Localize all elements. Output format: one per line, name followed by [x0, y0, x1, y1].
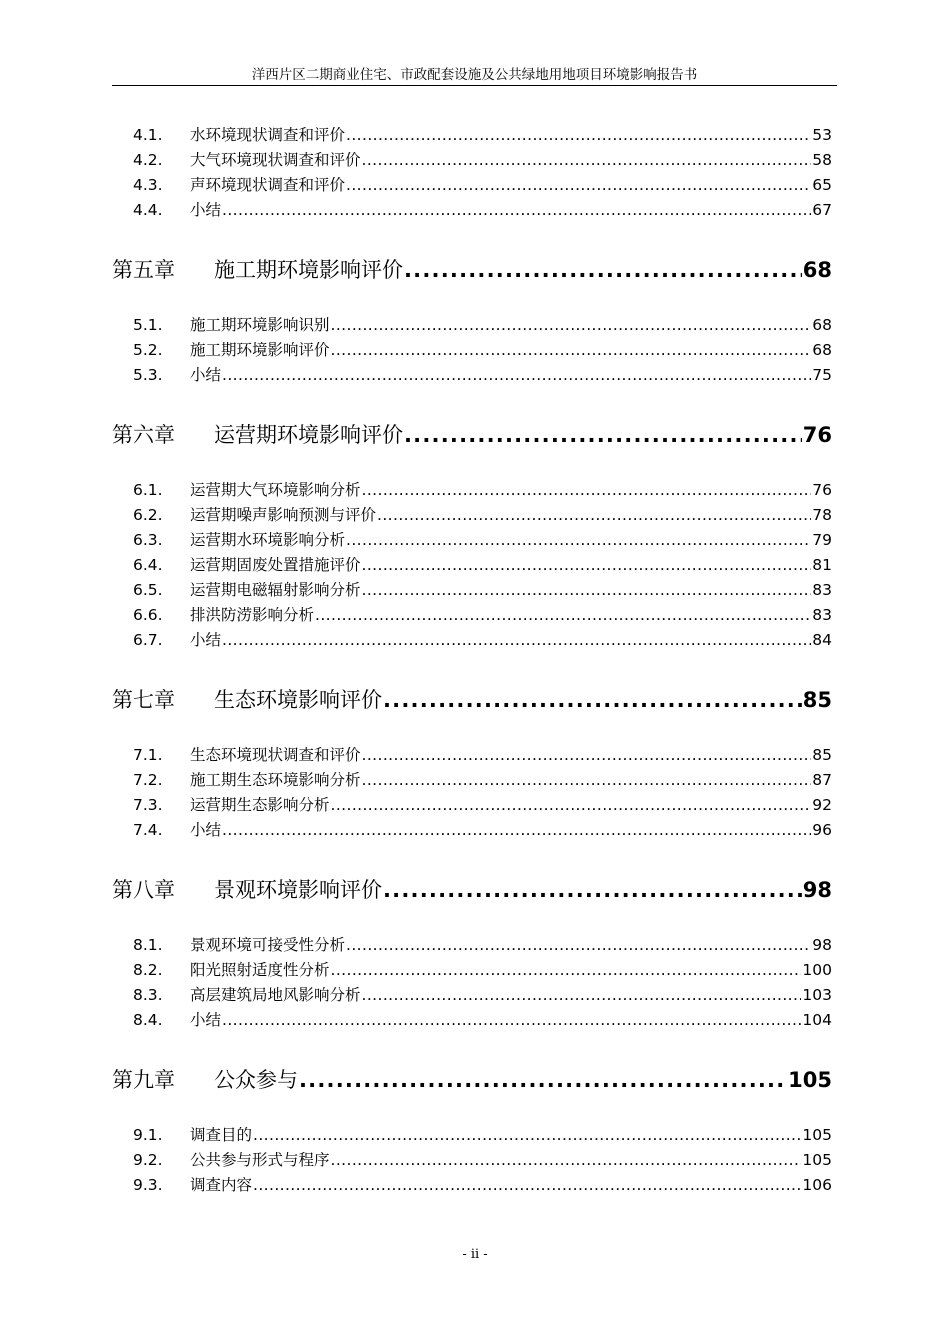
- entry-number: 4.3.: [133, 176, 163, 194]
- dot-leader: [362, 580, 812, 600]
- entry-page-number: 75: [812, 366, 832, 384]
- dot-leader: [331, 340, 812, 360]
- chapter-page-number: 85: [802, 688, 832, 712]
- dot-leader: [253, 1175, 801, 1195]
- chapter-title: 公众参与: [214, 1068, 298, 1092]
- toc-entry[interactable]: [112, 315, 832, 335]
- entry-title: 高层建筑局地风影响分析: [190, 986, 361, 1004]
- dot-leader: [222, 365, 811, 385]
- toc-entry[interactable]: [112, 985, 832, 1005]
- toc-entry[interactable]: [112, 505, 832, 525]
- dot-leader: [315, 605, 811, 625]
- entry-title: 公共参与形式与程序: [190, 1151, 330, 1169]
- entry-page-number: 85: [812, 746, 832, 764]
- dot-leader: [377, 505, 811, 525]
- dot-leader: [346, 530, 811, 550]
- entry-title: 排洪防涝影响分析: [190, 606, 315, 624]
- toc-entry[interactable]: [112, 1010, 832, 1030]
- entry-number: 6.4.: [133, 556, 163, 574]
- entry-page-number: 76: [812, 481, 832, 499]
- entry-page-number: 100: [802, 961, 832, 979]
- entry-number: 6.6.: [133, 606, 163, 624]
- toc-entry[interactable]: [112, 530, 832, 550]
- entry-number: 9.2.: [133, 1151, 163, 1169]
- dot-leader: [404, 256, 802, 284]
- entry-number: 9.1.: [133, 1126, 163, 1144]
- toc-chapter[interactable]: [112, 256, 832, 284]
- entry-page-number: 106: [802, 1176, 832, 1194]
- running-header: 洋西片区二期商业住宅、市政配套设施及公共绿地用地项目环境影响报告书: [251, 67, 698, 83]
- entry-title: 小结: [190, 821, 222, 839]
- toc-entry[interactable]: [112, 150, 832, 170]
- dot-leader: [383, 686, 802, 714]
- toc-entry[interactable]: [112, 770, 832, 790]
- toc-entry[interactable]: [112, 365, 832, 385]
- entry-page-number: 81: [812, 556, 832, 574]
- toc-entry[interactable]: [112, 745, 832, 765]
- entry-number: 5.2.: [133, 341, 163, 359]
- dot-leader: [331, 795, 812, 815]
- dot-leader: [362, 555, 812, 575]
- entry-page-number: 79: [812, 531, 832, 549]
- toc-entry[interactable]: [112, 820, 832, 840]
- toc-entry[interactable]: [112, 175, 832, 195]
- entry-title: 运营期噪声影响预测与评价: [190, 506, 377, 524]
- chapter-number: 第六章: [112, 423, 175, 447]
- entry-number: 6.1.: [133, 481, 163, 499]
- entry-number: 5.1.: [133, 316, 163, 334]
- dot-leader: [222, 820, 811, 840]
- entry-number: 6.3.: [133, 531, 163, 549]
- entry-number: 8.1.: [133, 936, 163, 954]
- entry-title: 小结: [190, 201, 222, 219]
- entry-number: 6.2.: [133, 506, 163, 524]
- toc-entry[interactable]: [112, 1175, 832, 1195]
- chapter-page-number: 105: [788, 1068, 832, 1092]
- entry-page-number: 53: [812, 126, 832, 144]
- entry-page-number: 67: [812, 201, 832, 219]
- entry-title: 运营期水环境影响分析: [190, 531, 346, 549]
- dot-leader: [222, 1010, 801, 1030]
- dot-leader: [253, 1125, 801, 1145]
- entry-page-number: 98: [812, 936, 832, 954]
- entry-number: 7.1.: [133, 746, 163, 764]
- toc-chapter[interactable]: [112, 1066, 832, 1094]
- dot-leader: [404, 421, 802, 449]
- toc-entry[interactable]: [112, 630, 832, 650]
- entry-title: 声环境现状调查和评价: [190, 176, 346, 194]
- entry-page-number: 68: [812, 316, 832, 334]
- dot-leader: [383, 876, 802, 904]
- entry-number: 7.4.: [133, 821, 163, 839]
- entry-number: 6.7.: [133, 631, 163, 649]
- entry-page-number: 83: [812, 606, 832, 624]
- entry-title: 阳光照射适度性分析: [190, 961, 330, 979]
- entry-page-number: 68: [812, 341, 832, 359]
- entry-number: 8.2.: [133, 961, 163, 979]
- entry-title: 施工期环境影响评价: [190, 341, 330, 359]
- entry-title: 施工期生态环境影响分析: [190, 771, 361, 789]
- chapter-number: 第七章: [112, 688, 175, 712]
- entry-page-number: 84: [812, 631, 832, 649]
- dot-leader: [346, 125, 811, 145]
- dot-leader: [222, 630, 811, 650]
- header-rule: [112, 85, 837, 86]
- entry-number: 8.4.: [133, 1011, 163, 1029]
- entry-title: 运营期大气环境影响分析: [190, 481, 361, 499]
- toc-entry[interactable]: [112, 935, 832, 955]
- entry-page-number: 103: [802, 986, 832, 1004]
- entry-page-number: 104: [802, 1011, 832, 1029]
- chapter-title: 运营期环境影响评价: [214, 423, 403, 447]
- entry-number: 8.3.: [133, 986, 163, 1004]
- chapter-page-number: 68: [802, 258, 832, 282]
- entry-page-number: 65: [812, 176, 832, 194]
- dot-leader: [331, 1150, 802, 1170]
- entry-page-number: 58: [812, 151, 832, 169]
- entry-title: 小结: [190, 631, 222, 649]
- chapter-title: 景观环境影响评价: [214, 878, 382, 902]
- entry-title: 生态环境现状调查和评价: [190, 746, 361, 764]
- dot-leader: [362, 770, 812, 790]
- entry-page-number: 105: [802, 1151, 832, 1169]
- dot-leader: [362, 985, 802, 1005]
- toc-entry[interactable]: [112, 605, 832, 625]
- entry-number: 9.3.: [133, 1176, 163, 1194]
- toc-entry[interactable]: [112, 340, 832, 360]
- dot-leader: [362, 150, 812, 170]
- dot-leader: [362, 480, 812, 500]
- dot-leader: [331, 315, 812, 335]
- toc-entry[interactable]: [112, 580, 832, 600]
- entry-title: 运营期固废处置措施评价: [190, 556, 361, 574]
- entry-number: 4.2.: [133, 151, 163, 169]
- entry-title: 施工期环境影响识别: [190, 316, 330, 334]
- dot-leader: [346, 935, 811, 955]
- entry-number: 4.1.: [133, 126, 163, 144]
- dot-leader: [346, 175, 811, 195]
- toc-entry[interactable]: [112, 1125, 832, 1145]
- toc-entry[interactable]: [112, 795, 832, 815]
- entry-title: 小结: [190, 1011, 222, 1029]
- entry-page-number: 83: [812, 581, 832, 599]
- entry-page-number: 96: [812, 821, 832, 839]
- dot-leader: [362, 745, 812, 765]
- toc-chapter[interactable]: [112, 876, 832, 904]
- entry-page-number: 105: [802, 1126, 832, 1144]
- toc-entry[interactable]: [112, 200, 832, 220]
- entry-page-number: 92: [812, 796, 832, 814]
- toc-entry[interactable]: [112, 480, 832, 500]
- page-number: - ii -: [462, 1247, 488, 1262]
- chapter-title: 生态环境影响评价: [214, 688, 382, 712]
- entry-number: 5.3.: [133, 366, 163, 384]
- chapter-number: 第八章: [112, 878, 175, 902]
- chapter-title: 施工期环境影响评价: [214, 258, 403, 282]
- entry-number: 6.5.: [133, 581, 163, 599]
- toc-chapter[interactable]: [112, 421, 832, 449]
- entry-number: 4.4.: [133, 201, 163, 219]
- chapter-number: 第五章: [112, 258, 175, 282]
- toc-entry[interactable]: [112, 125, 832, 145]
- toc-chapter[interactable]: [112, 686, 832, 714]
- toc-entry[interactable]: [112, 960, 832, 980]
- entry-title: 运营期电磁辐射影响分析: [190, 581, 361, 599]
- dot-leader: [222, 200, 811, 220]
- chapter-page-number: 76: [802, 423, 832, 447]
- toc-entry[interactable]: [112, 555, 832, 575]
- dot-leader: [299, 1066, 787, 1094]
- toc-entry[interactable]: [112, 1150, 832, 1170]
- entry-number: 7.2.: [133, 771, 163, 789]
- entry-number: 7.3.: [133, 796, 163, 814]
- entry-title: 景观环境可接受性分析: [190, 936, 346, 954]
- entry-page-number: 78: [812, 506, 832, 524]
- entry-title: 小结: [190, 366, 222, 384]
- chapter-page-number: 98: [802, 878, 832, 902]
- entry-title: 水环境现状调查和评价: [190, 126, 346, 144]
- entry-title: 调查内容: [190, 1176, 253, 1194]
- entry-page-number: 87: [812, 771, 832, 789]
- entry-title: 大气环境现状调查和评价: [190, 151, 361, 169]
- dot-leader: [331, 960, 802, 980]
- entry-title: 调查目的: [190, 1126, 253, 1144]
- chapter-number: 第九章: [112, 1068, 175, 1092]
- entry-title: 运营期生态影响分析: [190, 796, 330, 814]
